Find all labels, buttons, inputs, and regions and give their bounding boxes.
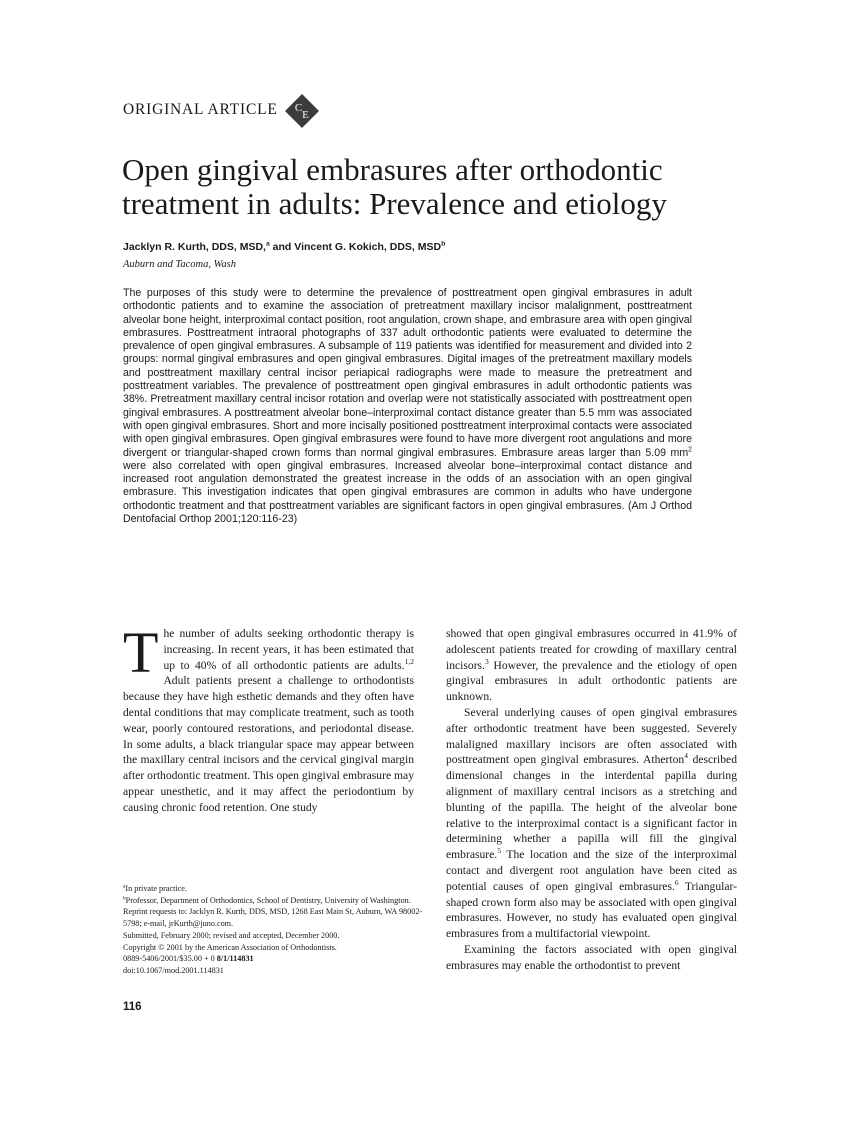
body-column-left xyxy=(123,620,414,816)
intro-text-1: he number of adults seeking orthodontic therapy is increasing. In recent years, it has been estimated that up to 40% of all orthodontic patients are adults. xyxy=(163,627,414,672)
submission-dates: Submitted, February 2000; revised and accepted, December 2000. xyxy=(123,930,340,940)
ce-badge-icon xyxy=(284,93,320,129)
causes-text-1: Several underlying causes of open gingival embrasures after orthodontic treatment have been suggested. Severely malaligned maxillary incisors are often associated with posttreatment open gingival embrasures. Atherton xyxy=(446,705,737,767)
citation-4: 4 xyxy=(684,751,688,761)
footnote-b xyxy=(123,895,423,907)
abstract xyxy=(123,287,692,526)
page-number: 116 xyxy=(123,1001,142,1013)
issn-line xyxy=(123,953,423,965)
footnote-b-mark: b xyxy=(123,894,126,901)
issn-code: 8/1/114831 xyxy=(216,954,254,964)
causes-paragraph xyxy=(446,705,737,942)
author-line xyxy=(123,241,445,253)
author-1-affil-mark: a xyxy=(265,240,270,248)
continued-text-1: showed that open gingival embrasures occurred in 41.9% of adolescent patients treated for crowding of maxillary central incisors. xyxy=(446,627,737,672)
affiliation: Auburn and Tacoma, Wash xyxy=(123,259,236,270)
causes-text-2: described dimensional changes in the interdental papilla during alignment of maxillary central incisors as a stretching and blunting of the papilla. The height of the alveolar bone relative to the interproximal contact is a significant factor in determining whether a papilla will fill the gingival embrasure. xyxy=(446,753,738,862)
citation-5: 5 xyxy=(497,846,501,856)
author-and: and xyxy=(269,241,295,253)
copyright: Copyright © 2001 by the American Association of Orthodontists. xyxy=(123,942,337,952)
factors-paragraph: Examining the factors associated with open gingival embrasures may enable the orthodontist to prevent xyxy=(446,942,737,972)
footnote-a-mark: a xyxy=(123,883,126,890)
citation-3: 3 xyxy=(484,656,489,666)
reprint-requests: Reprint requests to: Jacklyn R. Kurth, DDS, MSD, 1268 East Main St, Auburn, WA 98002-5798; e-mail, jrKurth@juno.com. xyxy=(123,907,423,929)
doi: doi:10.1067/mod.2001.114831 xyxy=(123,965,224,975)
ce-badge-letter-e: E xyxy=(302,109,309,121)
citation-1-2: 1,2 xyxy=(404,656,414,666)
citation-6: 6 xyxy=(674,877,679,887)
issn-text: 0889-5406/2001/$35.00 + 0 xyxy=(123,954,217,964)
body-column-right xyxy=(446,626,737,974)
footnotes xyxy=(123,883,423,977)
section-label: ORIGINAL ARTICLE xyxy=(123,101,278,118)
continued-paragraph xyxy=(446,626,737,705)
footnote-b-text: Professor, Department of Orthodontics, School of Dentistry, University of Washington. xyxy=(125,895,411,905)
footnote-a-text: In private practice. xyxy=(125,884,187,893)
intro-text-2: Adult patients present a challenge to orthodontists because they have high esthetic demands and they often have dental conditions that may complicate treatment, such as tooth wear, poorly contoured restorations, and periodontal disease. In some adults, a black triangular space may appear between the maxillary central incisors and the cervical gingival margin after orthodontic treatment. This open gingival embrasure may appear unesthetic, and it may affect the periodontium by causing chronic food retention. One study xyxy=(123,674,414,814)
article-title: Open gingival embrasures after orthodontic treatment in adults: Prevalence and etiology xyxy=(122,152,667,221)
causes-text-3: The location and the size of the interproximal contact and divergent root angulation have been cited as potential causes of open gingival embrasures. xyxy=(446,848,737,893)
ce-badge-letter-c: C xyxy=(294,102,303,114)
author-1: Jacklyn R. Kurth, DDS, MSD, xyxy=(123,241,266,253)
abstract-part-1: The purposes of this study were to determine the prevalence of posttreatment open gingival embrasures in adult orthodontic patients and to examine the association of pretreatment maxillary incisor malalignment, posttreatment alveolar bone height, interproximal contact position, root angulation, crown shape, and embrasure area with open gingival embrasures. Posttreatment intraoral photographs of 337 adult orthodontic patients were evaluated to determine the prevalence of open gingival embrasures. A subsample of 119 patients was identified for measurement and divided into 2 groups: normal gingival embrasures and open gingival embrasures. Digital images of the pretreatment maxillary models and posttreatment maxillary central incisor periapical radiographs were made to measure the pretreatment and posttreatment variables. The prevalence of posttreatment open gingival embrasures in adult orthodontic patients was 38%. Pretreatment maxillary central incisor rotation and overlap were not statistically associated with posttreatment open gingival embrasures. A posttreatment alveolar bone–interproximal contact distance greater than 5.5 mm was associated with open gingival embrasures. Short and more incisally positioned posttreatment interproximal contacts were associated with open gingival embrasures. Open gingival embrasures were found to have more divergent root angulations and more divergent or triangular-shaped crown forms than normal gingival embrasures. Embrasure areas larger than 5.09 mm xyxy=(123,287,692,459)
abstract-superscript: 2 xyxy=(688,446,692,454)
drop-cap: T xyxy=(123,620,159,685)
abstract-part-2: were also correlated with open gingival embrasures. Increased alveolar bone–interproximal contact distance and increased root angulation demonstrated the greatest increase in the odds of an association with an open gingival embrasure. This investigation indicates that open gingival embrasures are common in adults who have undergone orthodontic treatment and that posttreatment variables are significant factors in open gingival embrasures. (Am J Orthod Dentofacial Orthop 2001;120:116-23) xyxy=(123,459,692,526)
footnote-a xyxy=(123,883,423,895)
author-2: Vincent G. Kokich, DDS, MSD xyxy=(294,241,442,253)
author-2-affil-mark: b xyxy=(441,240,446,248)
continued-text-2: However, the prevalence and the etiology of open gingival embrasures in adult orthodontic patients are unknown. xyxy=(446,658,737,704)
causes-text-4: Triangular-shaped crown form also may be associated with open gingival embrasures. However, no study has evaluated open gingival embrasures from a multifactorial viewpoint. xyxy=(446,879,737,941)
intro-paragraph xyxy=(123,620,414,816)
